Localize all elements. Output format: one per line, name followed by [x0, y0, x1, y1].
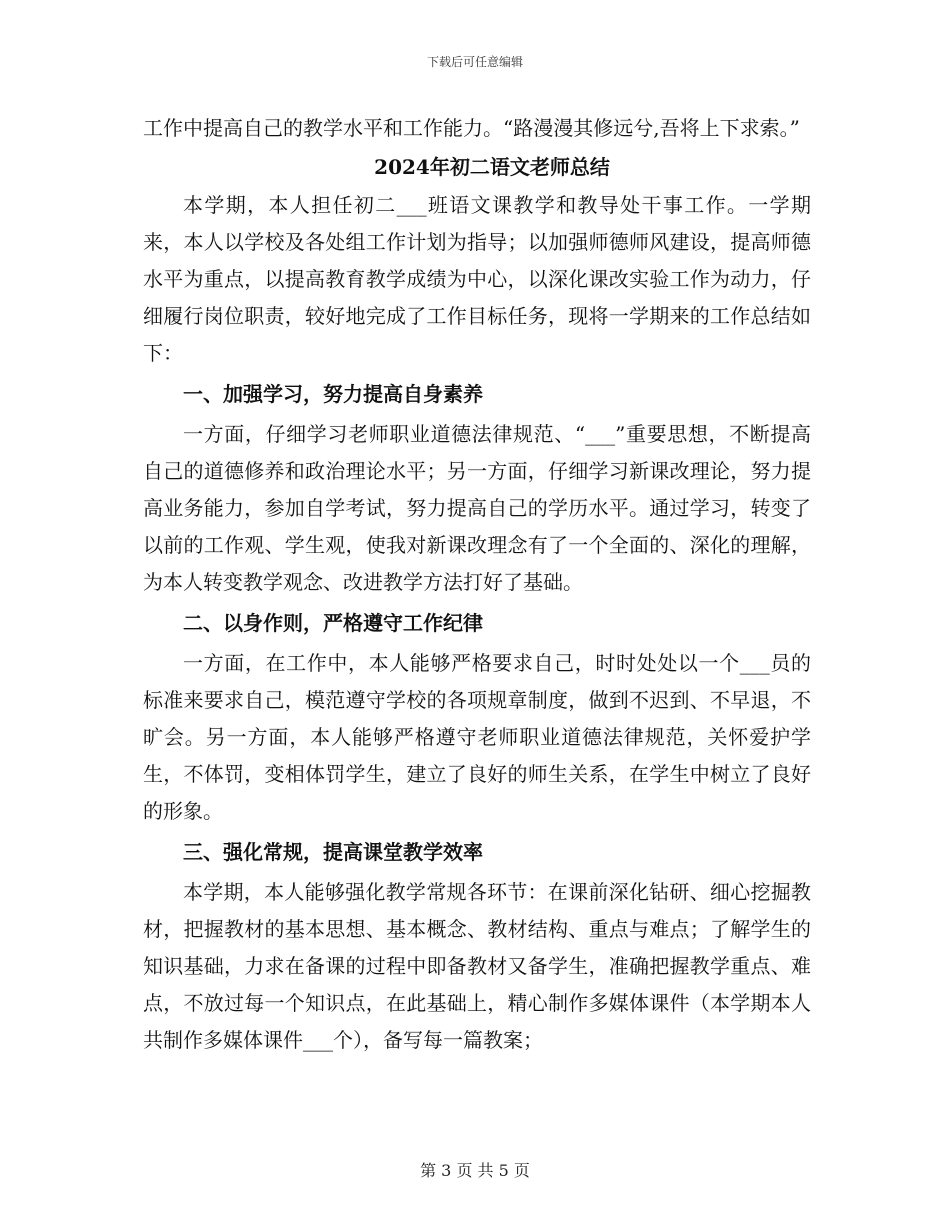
- continuation-paragraph: 工作中提高自己的教学水平和工作能力。“路漫漫其修远兮,吾将上下求索。”: [143, 116, 800, 140]
- document-title: 2024年初二语文老师总结: [374, 155, 610, 179]
- section-2-heading: 二、以身作则，严格遵守工作纪律: [183, 611, 483, 635]
- section-1-paragraph: 一方面，仔细学习老师职业道德法律规范、“___”重要思想，不断提高自己的道德修养和政治理论水平；另一方面，仔细学习新课改理论，努力提高业务能力，参加自学考试，努力提高自己的学历水平。通过学习，转变了以前的工作观、学生观，使我对新课改理念有了一个全面的、深化的理解，为本人转变教学观念、改进教学方法打好了基础。: [143, 422, 811, 594]
- section-1-heading: 一、加强学习，努力提高自身素养: [183, 382, 483, 406]
- page-header: 下载后可任意编辑: [426, 55, 523, 69]
- section-3-heading: 三、强化常规，提高课堂教学效率: [183, 840, 483, 864]
- section-2-paragraph: 一方面，在工作中，本人能够严格要求自己，时时处处以一个___员的标准来要求自己，模范遵守学校的各项规章制度，做到不迟到、不早退，不旷会。另一方面，本人能够严格遵守老师职业道德法律规范，关怀爱护学生，不体罚，变相体罚学生，建立了良好的师生关系，在学生中树立了良好的形象。: [143, 651, 811, 823]
- page-footer: 第 3 页 共 5 页: [420, 1161, 530, 1180]
- section-3-paragraph: 本学期，本人能够强化教学常规各环节：在课前深化钻研、细心挖掘教材，把握教材的基本思想、基本概念、教材结构、重点与难点；了解学生的知识基础，力求在备课的过程中即备教材又备学生，准确把握教学重点、难点，不放过每一个知识点，在此基础上，精心制作多媒体课件（本学期本人共制作多媒体课件___个），备写每一篇教案；: [143, 880, 811, 1052]
- document-body: [143, 110, 811, 1059]
- intro-paragraph: 本学期，本人担任初二___班语文课教学和教导处干事工作。一学期来，本人以学校及各处组工作计划为指导；以加强师德师风建设，提高师德水平为重点，以提高教育教学成绩为中心，以深化课改实验工作为动力，仔细履行岗位职责，较好地完成了工作目标任务，现将一学期来的工作总结如下：: [143, 193, 811, 365]
